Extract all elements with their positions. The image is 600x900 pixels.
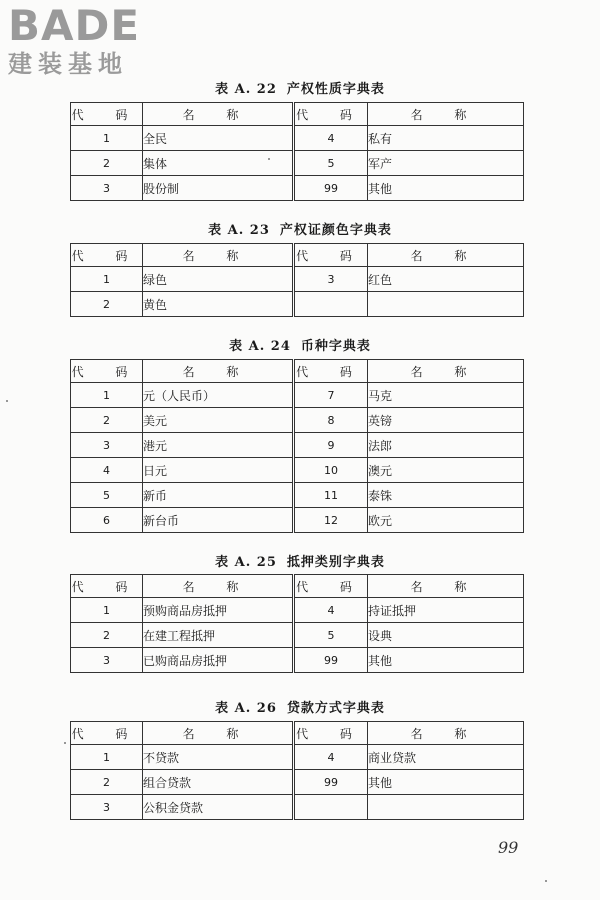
- table-row: [71, 458, 524, 483]
- table-row: [71, 795, 524, 820]
- table-a23: [70, 243, 524, 317]
- scan-speck: [6, 400, 8, 402]
- name-cell: 不贷款: [143, 745, 294, 770]
- code-header: 代 码: [294, 103, 368, 126]
- name-cell: 持证抵押: [368, 598, 524, 623]
- code-header: 代 码: [71, 244, 143, 267]
- code-cell: 1: [71, 598, 143, 623]
- logo-subtitle: 建装基地: [8, 50, 128, 78]
- name-cell: 商业贷款: [368, 745, 524, 770]
- name-cell: 组合贷款: [143, 770, 294, 795]
- name-cell: 预购商品房抵押: [143, 598, 294, 623]
- code-cell: 4: [294, 598, 368, 623]
- table-number: 表 A. 22: [215, 82, 277, 97]
- header-row: [71, 103, 524, 126]
- name-header: 名 称: [368, 360, 524, 383]
- table-row: [71, 483, 524, 508]
- code-header: 代 码: [294, 244, 368, 267]
- code-cell: 6: [71, 508, 143, 533]
- name-cell: 澳元: [368, 458, 524, 483]
- name-header: 名 称: [143, 244, 294, 267]
- table-title: 贷款方式字典表: [286, 701, 385, 716]
- name-cell: 军产: [368, 151, 524, 176]
- name-header: 名 称: [143, 360, 294, 383]
- name-cell: 股份制: [143, 176, 294, 201]
- code-cell: 5: [294, 623, 368, 648]
- header-row: [71, 244, 524, 267]
- code-cell: 99: [294, 176, 368, 201]
- name-cell: 法郎: [368, 433, 524, 458]
- table-number: 表 A. 23: [208, 223, 270, 238]
- code-cell: 3: [71, 648, 143, 673]
- table-number: 表 A. 26: [215, 701, 277, 716]
- name-header: 名 称: [368, 244, 524, 267]
- name-header: 名 称: [368, 575, 524, 598]
- name-cell: 全民: [143, 126, 294, 151]
- table-row: [71, 648, 524, 673]
- name-cell: 绿色: [143, 267, 294, 292]
- code-header: 代 码: [71, 360, 143, 383]
- table-a25-caption: [0, 551, 600, 570]
- name-cell: 已购商品房抵押: [143, 648, 294, 673]
- code-header: 代 码: [294, 722, 368, 745]
- table-a26: [70, 721, 524, 820]
- code-cell: 1: [71, 383, 143, 408]
- code-cell: 7: [294, 383, 368, 408]
- header-row: [71, 575, 524, 598]
- table-title: 产权证颜色字典表: [279, 223, 392, 238]
- name-cell: 黄色: [143, 292, 294, 317]
- code-cell: 99: [294, 770, 368, 795]
- code-cell: 10: [294, 458, 368, 483]
- table-row: [71, 433, 524, 458]
- name-cell: 新台币: [143, 508, 294, 533]
- scan-speck: [545, 880, 547, 882]
- page-number: 99: [498, 838, 519, 857]
- name-cell: 日元: [143, 458, 294, 483]
- table-a23-caption: [0, 219, 600, 238]
- code-cell: 5: [294, 151, 368, 176]
- table-a25: [70, 574, 524, 673]
- name-cell: 私有: [368, 126, 524, 151]
- code-cell: 11: [294, 483, 368, 508]
- table-row: [71, 508, 524, 533]
- table-row: [71, 176, 524, 201]
- code-cell: 1: [71, 126, 143, 151]
- code-header: 代 码: [71, 722, 143, 745]
- code-cell: [294, 795, 368, 820]
- code-cell: 4: [294, 126, 368, 151]
- logo-wordmark: BADE: [8, 1, 141, 50]
- code-cell: 4: [294, 745, 368, 770]
- table-row: [71, 267, 524, 292]
- code-cell: 9: [294, 433, 368, 458]
- name-header: 名 称: [368, 103, 524, 126]
- table-row: [71, 126, 524, 151]
- code-cell: 2: [71, 623, 143, 648]
- name-cell: 新币: [143, 483, 294, 508]
- table-row: [71, 770, 524, 795]
- code-cell: 3: [71, 433, 143, 458]
- table-number: 表 A. 24: [229, 339, 291, 354]
- name-cell: 集体: [143, 151, 294, 176]
- code-cell: 3: [71, 795, 143, 820]
- header-row: [71, 360, 524, 383]
- table-row: [71, 292, 524, 317]
- code-cell: 4: [71, 458, 143, 483]
- logo: [8, 1, 183, 78]
- name-cell: [368, 795, 524, 820]
- code-cell: 12: [294, 508, 368, 533]
- code-header: 代 码: [71, 575, 143, 598]
- name-cell: 设典: [368, 623, 524, 648]
- code-cell: 5: [71, 483, 143, 508]
- name-cell: 英镑: [368, 408, 524, 433]
- code-cell: 3: [71, 176, 143, 201]
- name-cell: 美元: [143, 408, 294, 433]
- code-cell: 1: [71, 267, 143, 292]
- table-row: [71, 598, 524, 623]
- name-header: 名 称: [143, 103, 294, 126]
- scan-speck: [268, 158, 270, 160]
- code-cell: 2: [71, 292, 143, 317]
- name-cell: 公积金贷款: [143, 795, 294, 820]
- code-cell: 3: [294, 267, 368, 292]
- name-cell: 其他: [368, 176, 524, 201]
- code-cell: 2: [71, 151, 143, 176]
- name-cell: 其他: [368, 648, 524, 673]
- name-header: 名 称: [143, 722, 294, 745]
- code-header: 代 码: [71, 103, 143, 126]
- name-header: 名 称: [368, 722, 524, 745]
- name-cell: 欧元: [368, 508, 524, 533]
- code-header: 代 码: [294, 360, 368, 383]
- name-header: 名 称: [143, 575, 294, 598]
- code-cell: [294, 292, 368, 317]
- name-cell: 红色: [368, 267, 524, 292]
- name-cell: 港元: [143, 433, 294, 458]
- name-cell: 元（人民币）: [143, 383, 294, 408]
- name-cell: 在建工程抵押: [143, 623, 294, 648]
- name-cell: 其他: [368, 770, 524, 795]
- code-cell: 1: [71, 745, 143, 770]
- table-row: [71, 151, 524, 176]
- code-cell: 8: [294, 408, 368, 433]
- table-number: 表 A. 25: [215, 555, 277, 570]
- table-a22-caption: [0, 78, 600, 97]
- table-a26-caption: [0, 697, 600, 716]
- header-row: [71, 722, 524, 745]
- name-cell: 马克: [368, 383, 524, 408]
- table-title: 币种字典表: [300, 339, 371, 354]
- scan-speck: [64, 742, 66, 744]
- name-cell: 泰铢: [368, 483, 524, 508]
- name-cell: [368, 292, 524, 317]
- table-a24-caption: [0, 335, 600, 354]
- code-cell: 2: [71, 408, 143, 433]
- code-cell: 2: [71, 770, 143, 795]
- table-row: [71, 408, 524, 433]
- table-title: 产权性质字典表: [286, 82, 385, 97]
- table-a22: [70, 102, 524, 201]
- table-a24: [70, 359, 524, 533]
- table-title: 抵押类别字典表: [286, 555, 385, 570]
- table-row: [71, 745, 524, 770]
- code-header: 代 码: [294, 575, 368, 598]
- table-row: [71, 623, 524, 648]
- code-cell: 99: [294, 648, 368, 673]
- table-row: [71, 383, 524, 408]
